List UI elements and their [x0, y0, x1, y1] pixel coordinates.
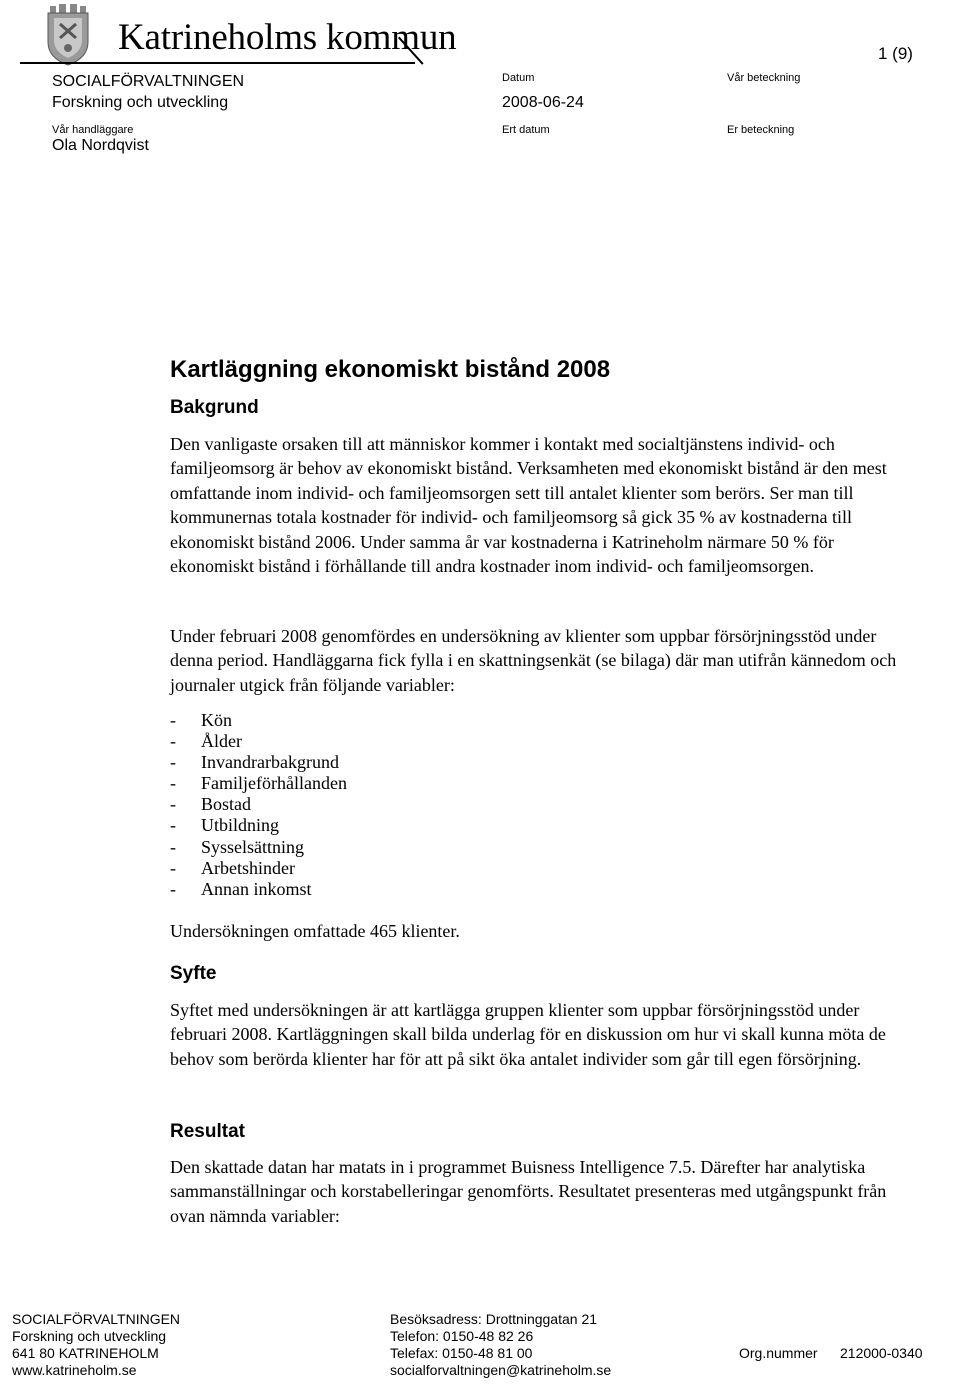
footer-email-link[interactable]: socialforvaltningen@katrineholm.se [390, 1362, 612, 1378]
list-item: - Utbildning [170, 815, 280, 836]
ert-datum-label: Ert datum [502, 124, 550, 136]
footer-visit-address: Besöksadress: Drottninggatan 21 [390, 1311, 598, 1327]
bakgrund-paragraph-1 [170, 432, 910, 578]
datum-label: Datum [502, 72, 535, 84]
list-item: - Annan inkomst [170, 878, 312, 899]
bakgrund-paragraph-2 [170, 624, 910, 697]
footer-website-link[interactable]: www.katrineholm.se [12, 1362, 137, 1378]
footer-fax: Telefax: 0150-48 81 00 [390, 1345, 533, 1361]
datum-value: 2008-06-24 [502, 94, 584, 111]
list-item: - Arbetshinder [170, 857, 295, 878]
page-number: 1 (9) [878, 44, 913, 63]
paragraph-text: Den vanligaste orsaken till att människor kommer i kontakt med socialtjänstens individ- och familjeomsorg är behov av ekonomiskt bistånd. Verksamheten med ekonomiskt bistånd är den mest omfattande inom individ- och familjeomsorgen sett till antalet klienter som berörs. Ser man till kommunernas totala kostnader för individ- och familjeomsorg så gick 35 % av kostnaderna till ekonomiskt bistånd 2006. Under samma år var kostnaderna i Katrineholm närmare 50 % för ekonomiskt bistånd i förhållande till andra kostnader inom individ- och familjeomsorgen. [170, 434, 887, 577]
list-item: - Sysselsättning [170, 836, 305, 857]
paragraph-text: Den skattade datan har matats in i programmet Buisness Intelligence 7.5. Därefter har analytiska sammanställningar och korstabelleringar genomförts. Resultatet presenteras med utgångspunkt från ovan nämnda variabler: [170, 1157, 887, 1226]
footer-postal: 641 80 KATRINEHOLM [12, 1345, 159, 1361]
section-heading-bakgrund: Bakgrund [170, 397, 259, 418]
municipal-crest-logo [44, 4, 92, 66]
logo-underline [20, 62, 415, 64]
footer-org-label: Org.nummer [739, 1345, 818, 1361]
footer-org-number: 212000-0340 [840, 1345, 923, 1361]
footer-phone: Telefon: 0150-48 82 26 [390, 1328, 534, 1344]
footer-unit: Forskning och utveckling [12, 1328, 167, 1344]
variables-list [170, 710, 347, 900]
var-handlaggare-label: Vår handläggare [52, 124, 134, 136]
syfte-paragraph [170, 998, 910, 1071]
footer-contact-block [390, 1311, 611, 1379]
list-item: - Kön [170, 710, 232, 730]
paragraph-text: Syftet med undersökningen är att kartlägga gruppen klienter som uppbar försörjningsstöd under februari 2008. Kartläggningen skall bilda underlag för en diskussion om hur vi skall kunna möta de behov som berörda klienter har för att på sikt öka antalet individer som går till egen försörjning. [170, 1000, 886, 1069]
list-item: - Familjeförhållanden [170, 773, 347, 794]
municipality-logotype: Katrineholms kommun [118, 17, 457, 58]
section-heading-syfte: Syfte [170, 963, 217, 984]
paragraph-text: Under februari 2008 genomfördes en undersökning av klienter som uppbar försörjningsstöd under denna period. Handläggarna fick fylla i en skattningsenkät (se bilaga) där man utifrån kännedom och journaler utgick från följande variabler: [170, 626, 897, 695]
footer-address-block [12, 1311, 180, 1379]
document-title: Kartläggning ekonomiskt bistånd 2008 [170, 356, 611, 383]
er-beteckning-label: Er beteckning [727, 124, 795, 136]
survey-size-text: Undersökningen omfattade 465 klienter. [170, 921, 460, 941]
list-item: - Invandrarbakgrund [170, 752, 339, 773]
resultat-paragraph [170, 1155, 910, 1228]
list-item: - Bostad [170, 794, 252, 815]
list-item: - Ålder [170, 731, 242, 752]
var-beteckning-label: Vår beteckning [727, 72, 801, 84]
header-unit: Forskning och utveckling [52, 94, 229, 111]
header-department: SOCIALFÖRVALTNINGEN [52, 73, 245, 90]
section-heading-resultat: Resultat [170, 1121, 245, 1142]
footer-dept: SOCIALFÖRVALTNINGEN [12, 1311, 181, 1327]
var-handlaggare-value: Ola Nordqvist [52, 137, 149, 154]
